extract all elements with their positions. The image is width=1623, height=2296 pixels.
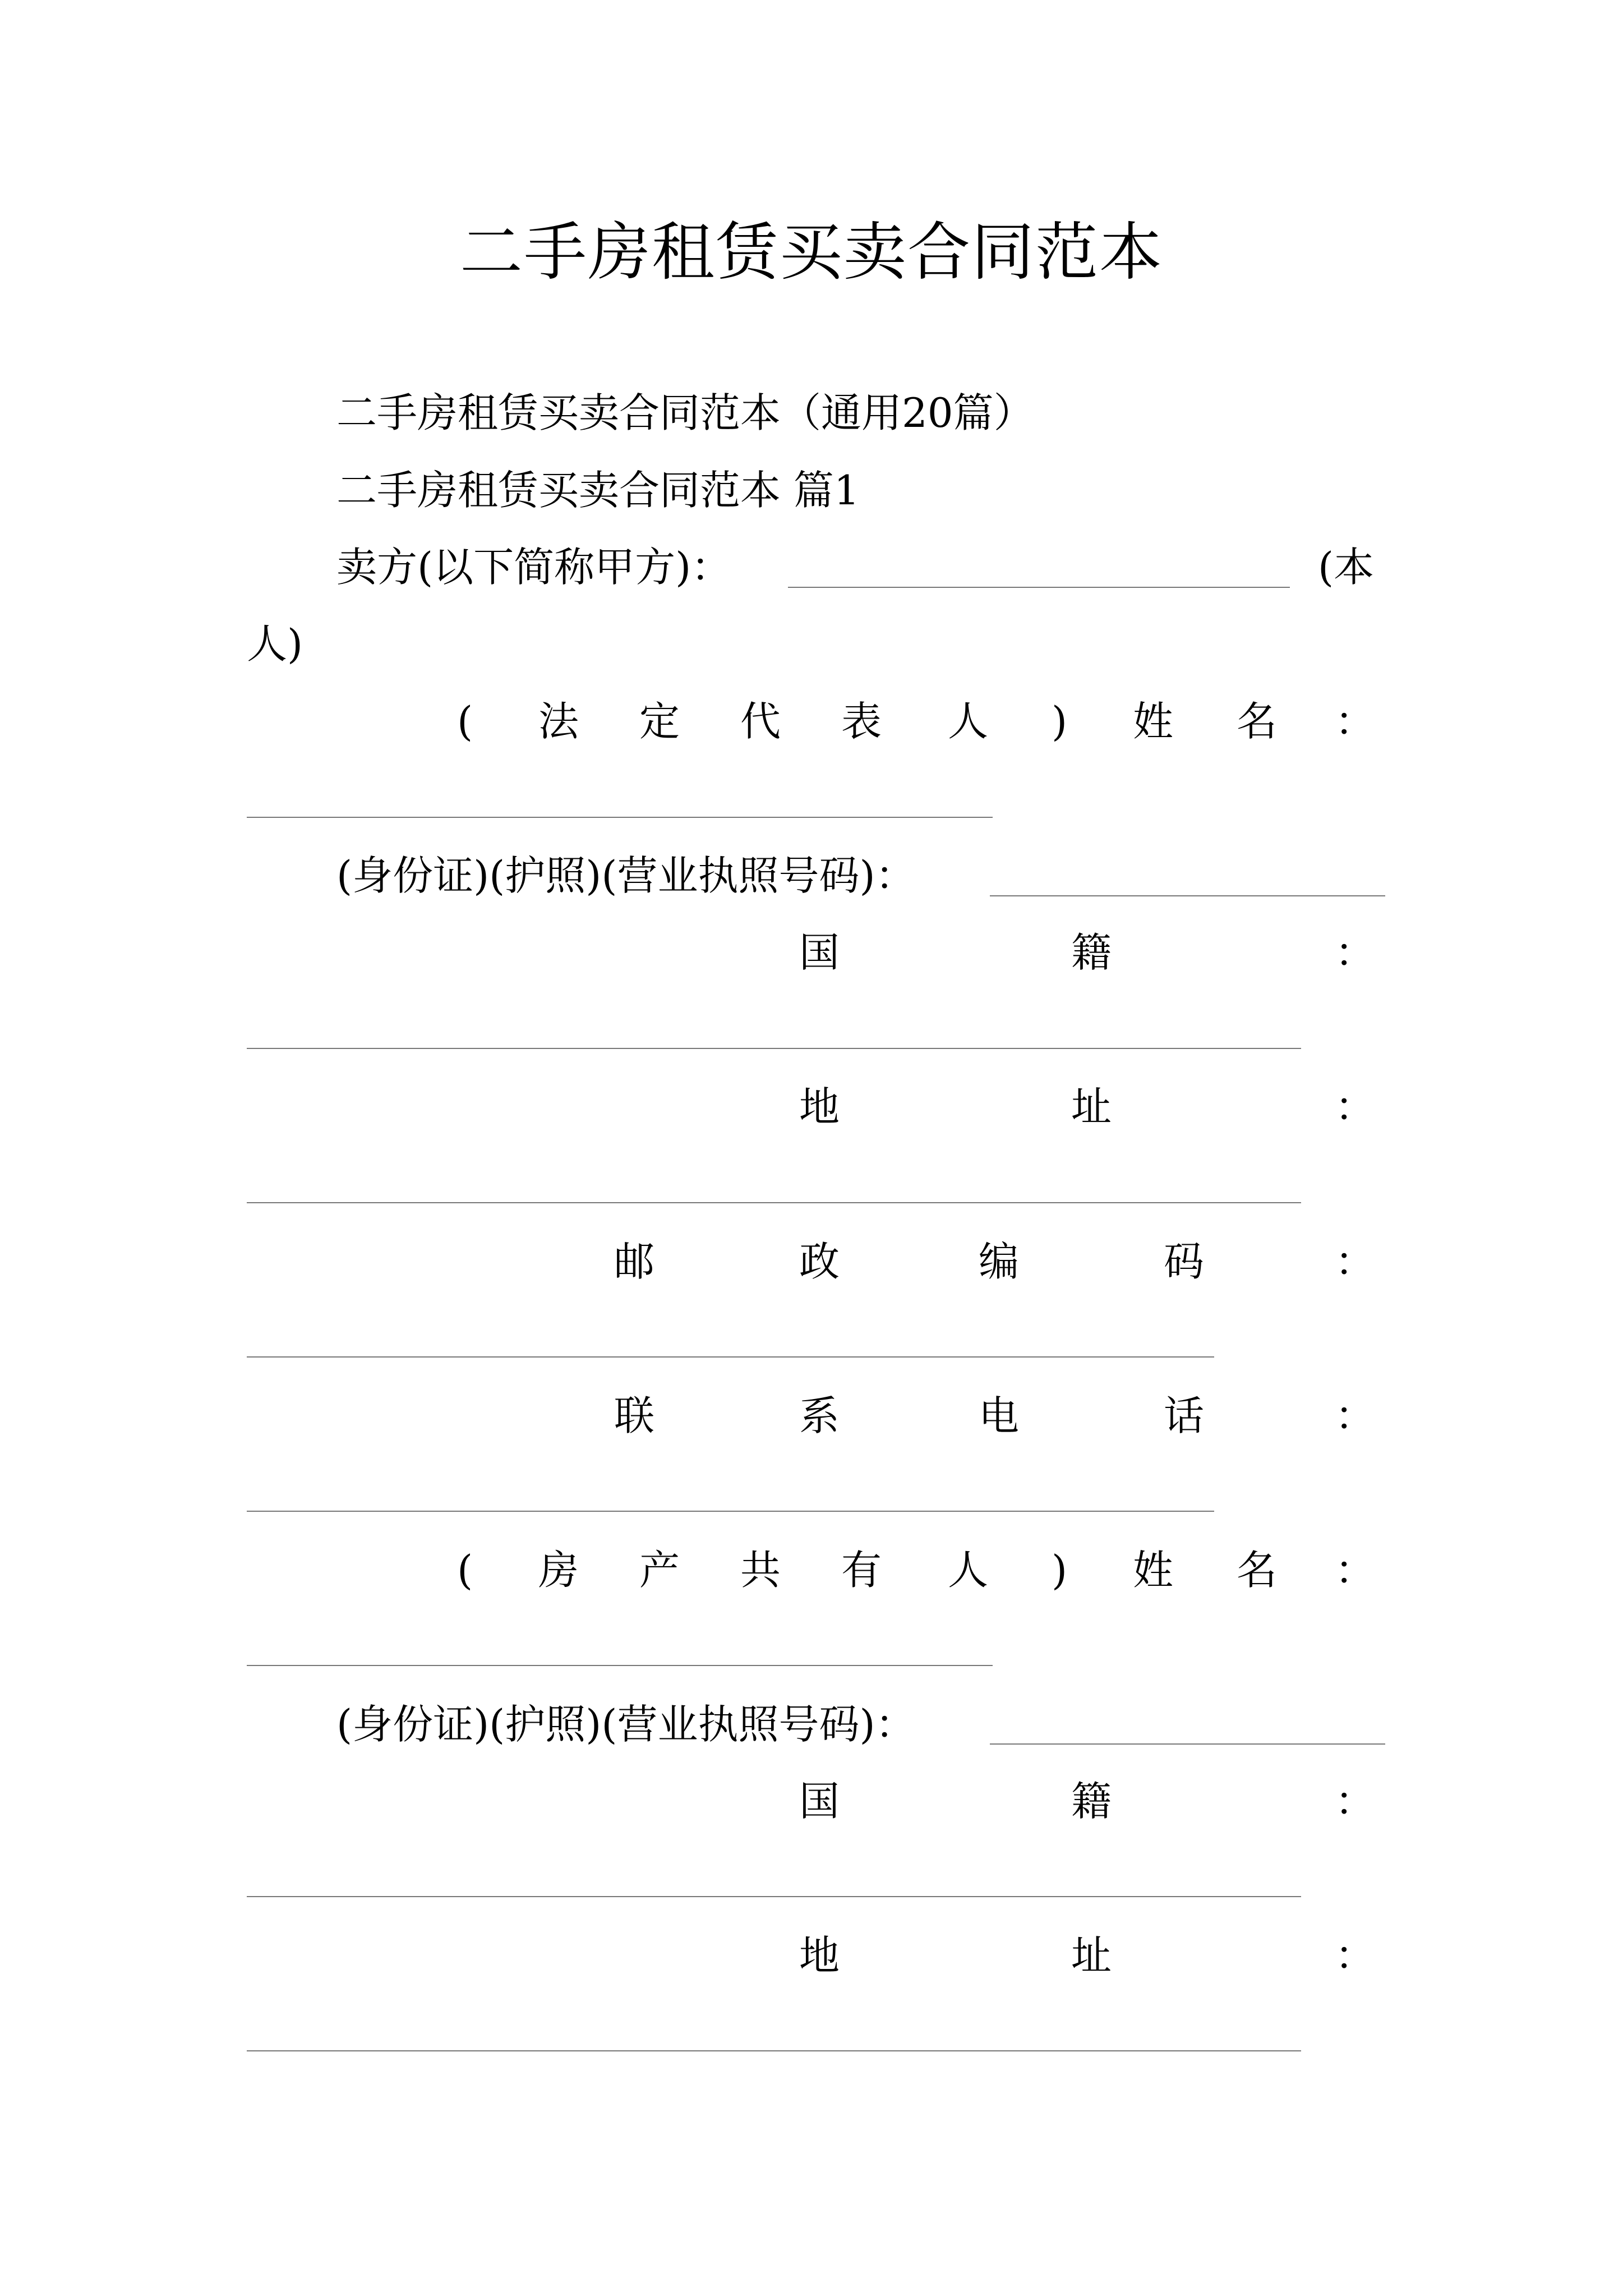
address-blank-line (247, 1202, 1301, 1203)
id-label-2: (身份证)(护照)(营业执照号码)： (336, 1701, 916, 1748)
legal-rep-char: ( (457, 698, 473, 745)
phone-char: ： (1335, 1392, 1376, 1439)
postal-code-char: ： (1335, 1238, 1376, 1285)
nationality-2-char: 籍 (1071, 1778, 1112, 1825)
phone-char: 话 (1164, 1392, 1205, 1439)
id-label: (身份证)(护照)(营业执照号码)： (336, 852, 916, 899)
seller-suffix-open: (本 (1318, 544, 1375, 591)
legal-rep-char: 代 (740, 698, 781, 745)
legal-rep-blank-line (247, 817, 993, 818)
co-owner-char: 产 (639, 1547, 680, 1594)
nationality-2-blank-line (247, 1896, 1301, 1897)
postal-code-char: 邮 (614, 1238, 655, 1285)
co-owner-char: 人 (948, 1547, 989, 1594)
address-2-char: 地 (799, 1932, 840, 1979)
phone-char: 电 (979, 1392, 1020, 1439)
legal-rep-char: 名 (1237, 698, 1278, 745)
legal-rep-char: 法 (538, 698, 579, 745)
nationality-char: 国 (799, 929, 840, 976)
co-owner-char: ( (457, 1547, 473, 1594)
co-owner-char: 名 (1237, 1547, 1278, 1594)
address-char: 址 (1071, 1083, 1112, 1130)
address-2-char: 址 (1071, 1932, 1112, 1979)
co-owner-char: ： (1335, 1547, 1376, 1594)
phone-char: 系 (799, 1392, 840, 1439)
co-owner-char: ) (1052, 1547, 1068, 1594)
co-owner-char: 有 (841, 1547, 882, 1594)
postal-code-blank-line (247, 1356, 1214, 1358)
id-blank-line (990, 895, 1385, 896)
address-2-blank-line (247, 2050, 1301, 2051)
legal-rep-char: 定 (639, 698, 680, 745)
co-owner-char: 共 (740, 1547, 781, 1594)
nationality-blank-line (247, 1048, 1301, 1049)
section-heading: 二手房租赁买卖合同范本 篇1 (336, 467, 860, 514)
legal-rep-char: ) (1052, 698, 1068, 745)
seller-label: 卖方(以下简称甲方)： (336, 544, 732, 591)
postal-code-char: 编 (979, 1238, 1020, 1285)
phone-char: 联 (614, 1392, 655, 1439)
postal-code-char: 码 (1164, 1238, 1205, 1285)
document-title: 二手房租赁买卖合同范本 (460, 216, 1163, 289)
subtitle: 二手房租赁买卖合同范本（通用20篇） (336, 389, 1034, 436)
nationality-2-char: 国 (799, 1778, 840, 1825)
id-blank-line-2 (990, 1743, 1385, 1745)
seller-suffix-close: 人) (247, 620, 303, 668)
legal-rep-char: ： (1335, 698, 1376, 745)
phone-blank-line (247, 1511, 1214, 1512)
address-char: ： (1335, 1083, 1376, 1130)
co-owner-char: 姓 (1133, 1547, 1174, 1594)
legal-rep-char: 人 (948, 698, 989, 745)
address-2-char: ： (1335, 1932, 1376, 1979)
address-char: 地 (799, 1083, 840, 1130)
co-owner-char: 房 (538, 1547, 579, 1594)
nationality-char: 籍 (1071, 929, 1112, 976)
nationality-char: ： (1335, 929, 1376, 976)
legal-rep-char: 姓 (1133, 698, 1174, 745)
nationality-2-char: ： (1335, 1778, 1376, 1825)
legal-rep-char: 表 (841, 698, 882, 745)
seller-blank-line (788, 587, 1290, 588)
postal-code-char: 政 (799, 1238, 840, 1285)
co-owner-blank-line (247, 1665, 993, 1666)
